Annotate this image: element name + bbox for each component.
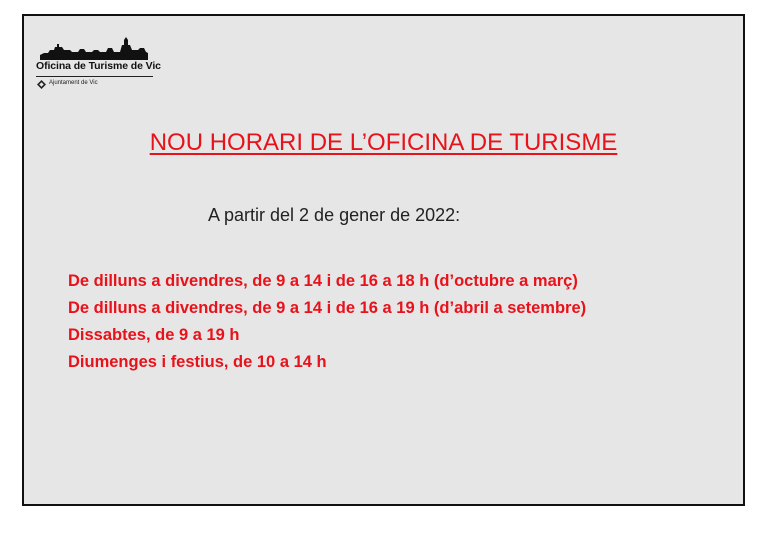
logo-divider — [36, 76, 153, 77]
notice-panel — [22, 14, 745, 506]
ajuntament-crest-icon — [37, 80, 46, 89]
vic-skyline-icon — [40, 36, 148, 60]
effective-date: A partir del 2 de gener de 2022: — [208, 205, 461, 225]
schedule-item-sundays-holidays: Diumenges i festius, de 10 a 14 h — [68, 353, 327, 371]
logo-title: Oficina de Turisme de Vic — [36, 60, 161, 72]
notice-title: NOU HORARI DE L’OFICINA DE TURISME — [149, 129, 618, 156]
schedule-item-saturdays: Dissabtes, de 9 a 19 h — [68, 326, 240, 344]
schedule-item-weekdays-winter: De dilluns a divendres, de 9 a 14 i de 16 a 18 h (d’octubre a març) — [68, 272, 578, 290]
schedule-item-weekdays-summer: De dilluns a divendres, de 9 a 14 i de 16 a 19 h (d’abril a setembre) — [68, 299, 587, 317]
schedule-list — [68, 268, 586, 376]
logo-subtitle: Ajuntament de Vic — [49, 80, 98, 86]
tourism-office-logo — [36, 36, 166, 94]
